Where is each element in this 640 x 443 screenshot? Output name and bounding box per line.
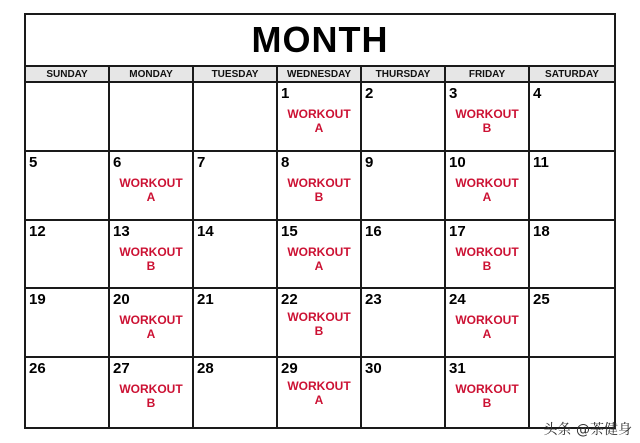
workout-label xyxy=(110,313,192,341)
workout-title: WORKOUT xyxy=(119,313,183,328)
calendar-title-bar xyxy=(26,15,614,67)
weekday-header-thursday: THURSDAY xyxy=(362,67,446,81)
workout-variant: A xyxy=(146,327,156,342)
workout-title: WORKOUT xyxy=(455,244,519,259)
weekday-header-monday: MONDAY xyxy=(110,67,194,81)
workout-label xyxy=(110,245,192,273)
workout-title: WORKOUT xyxy=(287,379,351,394)
day-cell-4[interactable] xyxy=(530,83,614,152)
day-number: 16 xyxy=(365,222,382,240)
calendar xyxy=(24,13,616,429)
workout-variant: B xyxy=(482,396,492,411)
day-number: 2 xyxy=(365,85,374,102)
day-cell-29[interactable] xyxy=(278,358,362,427)
weekday-header-saturday: SATURDAY xyxy=(545,68,599,80)
day-cell-5[interactable] xyxy=(26,152,110,221)
day-cell-14[interactable] xyxy=(194,221,278,290)
workout-label xyxy=(278,379,360,407)
day-number: 14 xyxy=(197,222,214,240)
workout-title: WORKOUT xyxy=(119,175,183,190)
workout-label xyxy=(278,245,360,273)
workout-label xyxy=(110,382,192,410)
day-number: 19 xyxy=(29,291,46,309)
day-number: 5 xyxy=(29,153,38,171)
day-cell-1[interactable] xyxy=(278,83,362,152)
day-cell-15[interactable] xyxy=(278,221,362,290)
day-number: 4 xyxy=(533,85,542,102)
day-cell-23[interactable] xyxy=(362,289,446,358)
day-cell-16[interactable] xyxy=(362,221,446,290)
workout-label xyxy=(446,176,528,204)
day-number: 24 xyxy=(449,291,466,309)
day-cell-28[interactable] xyxy=(194,358,278,427)
day-cell-30[interactable] xyxy=(362,358,446,427)
watermark: 头条 @茶健身 xyxy=(543,422,632,438)
weekday-header-wednesday: WEDNESDAY xyxy=(278,67,362,81)
workout-variant: A xyxy=(314,258,324,273)
day-cell-empty[interactable] xyxy=(194,83,278,152)
day-cell-11[interactable] xyxy=(530,152,614,221)
day-number: 27 xyxy=(113,360,130,378)
workout-title: WORKOUT xyxy=(287,310,351,325)
day-number: 26 xyxy=(29,360,46,378)
day-cell-8[interactable] xyxy=(278,152,362,221)
workout-label xyxy=(446,313,528,341)
workout-label xyxy=(278,310,360,338)
workout-label xyxy=(278,107,360,135)
day-number: 1 xyxy=(281,85,290,102)
day-cell-empty[interactable] xyxy=(110,83,194,152)
day-cell-3[interactable] xyxy=(446,83,530,152)
day-cell-31[interactable] xyxy=(446,358,530,427)
day-cell-19[interactable] xyxy=(26,289,110,358)
day-cell-7[interactable] xyxy=(194,152,278,221)
workout-title: WORKOUT xyxy=(287,175,351,190)
workout-title: WORKOUT xyxy=(287,244,351,259)
workout-variant: B xyxy=(482,258,492,273)
workout-variant: B xyxy=(314,189,324,204)
day-number: 23 xyxy=(365,291,382,309)
day-cell-21[interactable] xyxy=(194,289,278,358)
workout-variant: B xyxy=(146,396,156,411)
day-number: 22 xyxy=(281,291,298,309)
workout-variant: A xyxy=(314,121,324,135)
weekday-header-friday: FRIDAY xyxy=(446,67,530,81)
day-number: 7 xyxy=(197,153,206,171)
workout-label xyxy=(278,176,360,204)
workout-label xyxy=(446,382,528,410)
workout-title: WORKOUT xyxy=(455,313,519,328)
workout-label xyxy=(110,176,192,204)
weekday-header-tuesday: TUESDAY xyxy=(194,67,278,81)
calendar-title: MONTH xyxy=(251,19,389,60)
workout-variant: A xyxy=(482,327,492,342)
day-cell-24[interactable] xyxy=(446,289,530,358)
day-cell-empty[interactable] xyxy=(26,83,110,152)
day-cell-17[interactable] xyxy=(446,221,530,290)
day-number: 25 xyxy=(533,291,550,309)
workout-title: WORKOUT xyxy=(119,382,183,397)
calendar-grid xyxy=(26,83,614,427)
day-number: 10 xyxy=(449,153,466,171)
day-number: 17 xyxy=(449,222,466,240)
day-cell-9[interactable] xyxy=(362,152,446,221)
day-cell-13[interactable] xyxy=(110,221,194,290)
day-cell-18[interactable] xyxy=(530,221,614,290)
day-number: 3 xyxy=(449,85,458,102)
day-number: 18 xyxy=(533,222,550,240)
workout-label xyxy=(446,245,528,273)
day-number: 9 xyxy=(365,153,374,171)
workout-variant: A xyxy=(482,189,492,204)
workout-variant: A xyxy=(146,189,156,204)
day-cell-22[interactable] xyxy=(278,289,362,358)
day-cell-empty[interactable] xyxy=(530,358,614,427)
day-cell-2[interactable] xyxy=(362,83,446,152)
day-cell-6[interactable] xyxy=(110,152,194,221)
workout-variant: B xyxy=(146,258,156,273)
day-number: 12 xyxy=(29,222,46,240)
workout-title: WORKOUT xyxy=(455,175,519,190)
day-number: 30 xyxy=(365,360,382,378)
day-number: 31 xyxy=(449,360,466,378)
day-number: 11 xyxy=(533,153,549,171)
day-number: 8 xyxy=(281,153,290,171)
workout-title: WORKOUT xyxy=(287,107,351,121)
weekday-header-row xyxy=(26,67,614,83)
workout-title: WORKOUT xyxy=(455,107,519,121)
day-number: 15 xyxy=(281,222,298,240)
workout-variant: A xyxy=(314,393,324,408)
day-number: 29 xyxy=(281,360,298,378)
workout-variant: B xyxy=(482,121,492,135)
workout-label xyxy=(446,107,528,135)
day-number: 6 xyxy=(113,153,122,171)
weekday-header-sunday: SUNDAY xyxy=(26,67,110,81)
day-cell-26[interactable] xyxy=(26,358,110,427)
day-number: 13 xyxy=(113,222,130,240)
day-cell-20[interactable] xyxy=(110,289,194,358)
workout-title: WORKOUT xyxy=(119,244,183,259)
workout-variant: B xyxy=(314,324,324,339)
day-cell-27[interactable] xyxy=(110,358,194,427)
day-cell-10[interactable] xyxy=(446,152,530,221)
day-number: 20 xyxy=(113,291,130,309)
day-cell-25[interactable] xyxy=(530,289,614,358)
day-number: 28 xyxy=(197,360,214,378)
day-cell-12[interactable] xyxy=(26,221,110,290)
workout-title: WORKOUT xyxy=(455,382,519,397)
day-number: 21 xyxy=(197,291,214,309)
